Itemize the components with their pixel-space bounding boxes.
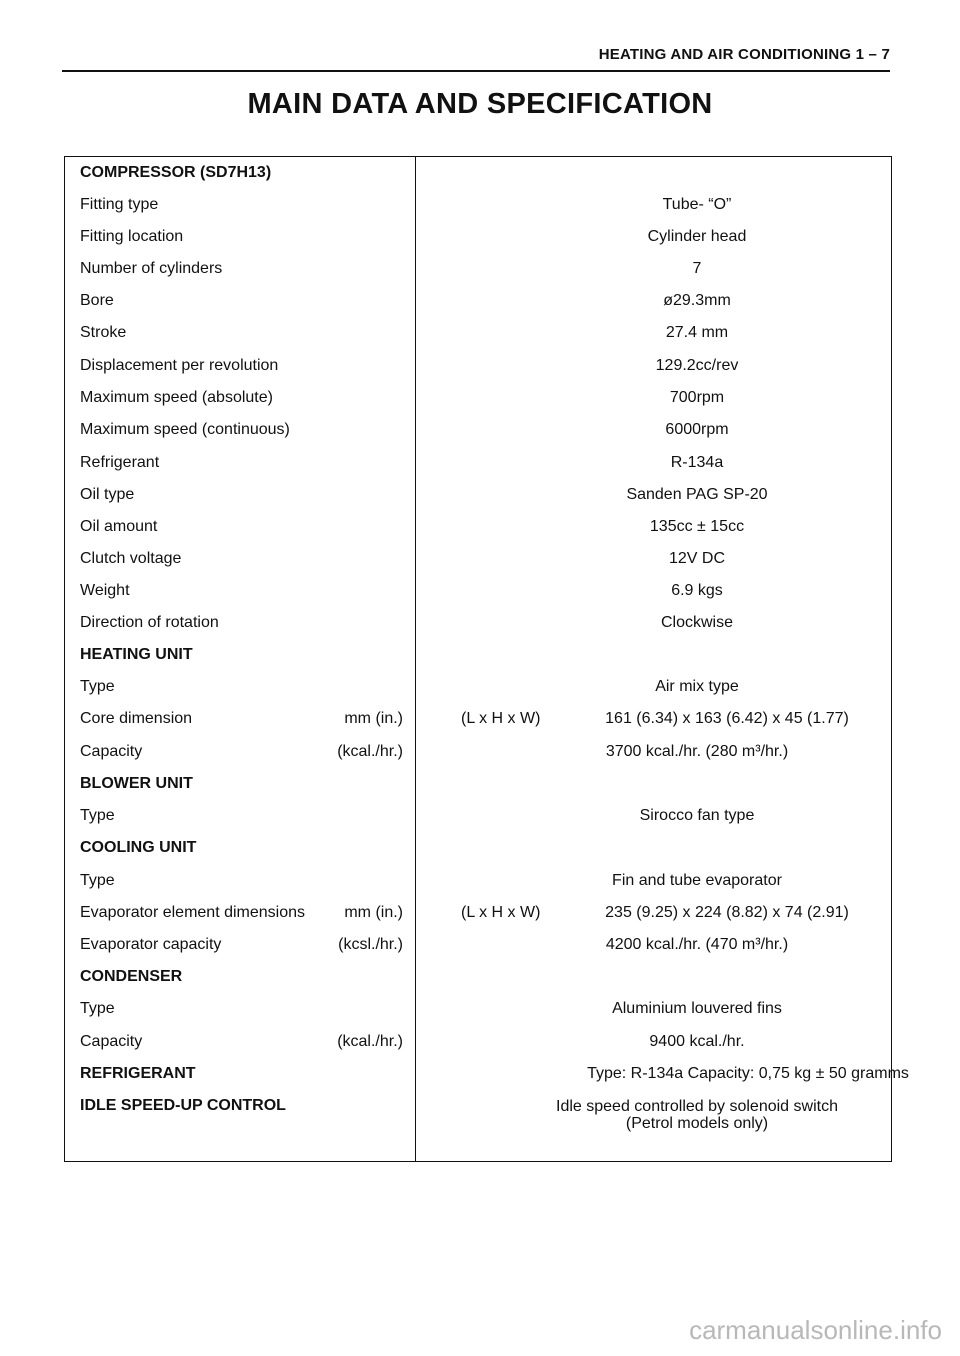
spec-unit: (kcal./hr.) xyxy=(337,1033,403,1050)
spec-row xyxy=(65,1030,891,1054)
section-heading: BLOWER UNIT xyxy=(80,775,193,792)
spec-value: Aluminium louvered fins xyxy=(612,1000,782,1017)
spec-label: Direction of rotation xyxy=(80,614,219,631)
spec-value: 135cc ± 15cc xyxy=(649,518,745,535)
spec-row xyxy=(65,675,891,699)
spec-row xyxy=(65,933,891,957)
spec-value: Cylinder head xyxy=(647,228,747,245)
spec-value: Sirocco fan type xyxy=(639,807,755,824)
spec-value: R-134a xyxy=(670,454,724,471)
spec-label: Bore xyxy=(80,292,114,309)
section-row xyxy=(65,1062,909,1086)
spec-row xyxy=(65,547,891,571)
spec-label: Number of cylinders xyxy=(80,260,223,277)
spec-value: 6000rpm xyxy=(665,421,729,438)
section-row xyxy=(65,1094,891,1132)
spec-unit: (kcal./hr.) xyxy=(337,743,403,760)
spec-value: Tube- “O” xyxy=(662,196,732,213)
spec-table xyxy=(64,156,909,1162)
header-rule xyxy=(62,70,890,72)
section-row xyxy=(65,965,891,989)
spec-label: Oil type xyxy=(80,486,135,503)
spec-row xyxy=(65,289,891,313)
page-title: MAIN DATA AND SPECIFICATION xyxy=(247,88,713,120)
spec-row xyxy=(65,257,891,281)
spec-value: Sanden PAG SP-20 xyxy=(626,486,768,503)
spec-row xyxy=(65,418,891,442)
spec-label: Weight xyxy=(80,582,130,599)
spec-row xyxy=(65,997,891,1021)
spec-row xyxy=(65,869,891,893)
spec-unit: (kcsl./hr.) xyxy=(338,936,403,953)
spec-label: Refrigerant xyxy=(80,454,160,471)
spec-row xyxy=(65,515,891,539)
spec-value: Type: R-134a Capacity: 0,75 kg ± 50 gramms xyxy=(587,1065,909,1082)
section-heading: IDLE SPEED-UP CONTROL xyxy=(80,1097,286,1114)
spec-label: Clutch voltage xyxy=(80,550,182,567)
spec-value: 161 (6.34) x 163 (6.42) x 45 (1.77) xyxy=(605,710,849,727)
section-row xyxy=(65,643,891,667)
spec-row xyxy=(65,386,891,410)
spec-row xyxy=(65,901,891,925)
section-row xyxy=(65,836,891,860)
spec-value: Fin and tube evaporator xyxy=(612,872,782,889)
spec-row xyxy=(65,483,891,507)
spec-value: ø29.3mm xyxy=(663,292,731,309)
spec-value: 235 (9.25) x 224 (8.82) x 74 (2.91) xyxy=(605,904,849,921)
spec-row xyxy=(65,740,891,764)
spec-label: Fitting type xyxy=(80,196,159,213)
section-row xyxy=(65,161,891,185)
section-row xyxy=(65,772,891,796)
spec-row xyxy=(65,804,891,828)
section-heading: HEATING UNIT xyxy=(80,646,193,663)
spec-value: 7 xyxy=(692,260,702,277)
spec-label: Displacement per revolution xyxy=(80,357,279,374)
spec-label: Type xyxy=(80,678,115,695)
spec-label: Maximum speed (absolute) xyxy=(80,389,273,406)
spec-value: 129.2cc/rev xyxy=(655,357,739,374)
spec-row xyxy=(65,321,891,345)
spec-label: Type xyxy=(80,807,115,824)
spec-label: Type xyxy=(80,1000,115,1017)
spec-label: Fitting location xyxy=(80,228,184,245)
running-head: HEATING AND AIR CONDITIONING 1 – 7 xyxy=(598,46,890,63)
spec-value: 3700 kcal./hr. (280 m³/hr.) xyxy=(605,743,789,760)
spec-value: 9400 kcal./hr. xyxy=(649,1033,745,1050)
spec-row xyxy=(65,707,891,731)
spec-unit: mm (in.) xyxy=(344,710,403,727)
section-heading: CONDENSER xyxy=(80,968,183,985)
spec-row xyxy=(65,225,891,249)
section-heading: COMPRESSOR (SD7H13) xyxy=(80,164,272,181)
spec-label: Capacity xyxy=(80,1033,143,1050)
spec-value: 4200 kcal./hr. (470 m³/hr.) xyxy=(605,936,789,953)
spec-row xyxy=(65,354,891,378)
spec-value: 27.4 mm xyxy=(665,324,729,341)
spec-row xyxy=(65,193,891,217)
spec-label: Type xyxy=(80,872,115,889)
spec-label: Evaporator element dimensions xyxy=(80,904,306,921)
spec-value: 12V DC xyxy=(668,550,726,567)
section-heading: COOLING UNIT xyxy=(80,839,197,856)
spec-value: Air mix type xyxy=(655,678,739,695)
watermark: carmanualsonline.info xyxy=(689,1315,942,1345)
spec-label: Stroke xyxy=(80,324,127,341)
spec-row xyxy=(65,579,891,603)
spec-dimension-order: (L x H x W) xyxy=(461,710,541,727)
spec-label: Evaporator capacity xyxy=(80,936,222,953)
spec-row xyxy=(65,451,891,475)
section-heading: REFRIGERANT xyxy=(80,1065,196,1082)
spec-unit: mm (in.) xyxy=(344,904,403,921)
spec-label: Maximum speed (continuous) xyxy=(80,421,290,438)
spec-dimension-order: (L x H x W) xyxy=(461,904,541,921)
spec-value: 700rpm xyxy=(669,389,725,406)
spec-value: Idle speed controlled by solenoid switch (Petrol models only) xyxy=(556,1098,838,1132)
spec-value: 6.9 kgs xyxy=(671,582,723,599)
spec-label: Core dimension xyxy=(80,710,193,727)
spec-label: Oil amount xyxy=(80,518,158,535)
spec-label: Capacity xyxy=(80,743,143,760)
spec-value: Clockwise xyxy=(660,614,733,631)
spec-row xyxy=(65,611,891,635)
